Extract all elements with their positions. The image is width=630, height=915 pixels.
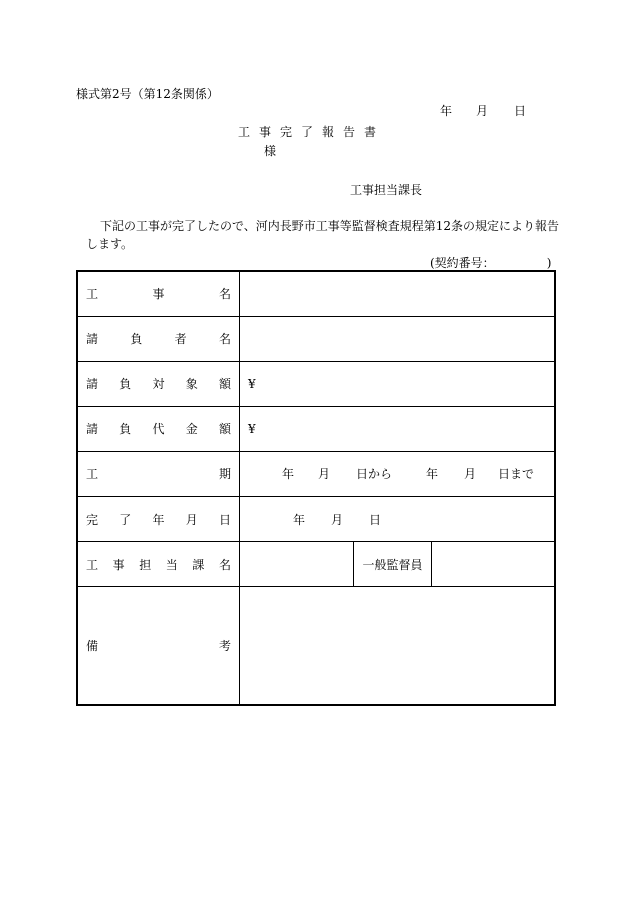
label-char: 課 bbox=[192, 557, 205, 572]
period-end-year: 年 bbox=[426, 467, 439, 482]
label-char: 期 bbox=[218, 467, 231, 482]
label-contract-price bbox=[77, 406, 240, 451]
label-char: 額 bbox=[218, 377, 231, 392]
label-char: 名 bbox=[218, 287, 231, 302]
label-completion-date bbox=[77, 496, 240, 541]
document-title: 工事完了報告書 bbox=[238, 125, 386, 139]
completion-day: 日 bbox=[369, 512, 382, 527]
row-contract-target-amount bbox=[77, 361, 555, 406]
form-number: 様式第2号（第12条関係） bbox=[76, 87, 219, 101]
label-char: 額 bbox=[218, 422, 231, 437]
completion-month: 月 bbox=[331, 512, 344, 527]
field-work-name[interactable] bbox=[240, 271, 556, 316]
field-remarks[interactable] bbox=[240, 587, 556, 705]
label-char: 担 bbox=[139, 557, 152, 572]
label-char: 了 bbox=[119, 512, 132, 527]
label-contract-target-amount bbox=[77, 361, 240, 406]
label-work-name bbox=[77, 271, 240, 316]
label-char: 請 bbox=[86, 377, 99, 392]
date-day: 日 bbox=[514, 104, 527, 118]
completion-year: 年 bbox=[293, 512, 306, 527]
field-completion-date[interactable] bbox=[240, 496, 556, 541]
row-section-name bbox=[77, 542, 555, 587]
label-char: 象 bbox=[185, 377, 198, 392]
label-contractor-name bbox=[77, 316, 240, 361]
label-char: 完 bbox=[86, 512, 99, 527]
row-work-name bbox=[77, 271, 555, 316]
field-contractor-name[interactable] bbox=[240, 316, 556, 361]
label-char: 工 bbox=[86, 557, 99, 572]
label-char: 代 bbox=[152, 422, 165, 437]
date-month: 月 bbox=[476, 104, 489, 118]
row-period bbox=[77, 451, 555, 496]
report-form-table bbox=[76, 270, 556, 706]
field-section-name[interactable] bbox=[240, 542, 354, 586]
label-char: 考 bbox=[218, 639, 231, 654]
section-supervisor-cell bbox=[240, 542, 556, 587]
field-contract-price[interactable] bbox=[240, 406, 556, 451]
contract-number bbox=[430, 254, 551, 271]
report-date bbox=[440, 102, 526, 119]
label-char: 負 bbox=[130, 332, 143, 347]
label-char: 事 bbox=[112, 557, 125, 572]
field-period[interactable] bbox=[240, 451, 556, 496]
addressee-honorific: 様 bbox=[264, 144, 277, 158]
label-char: 名 bbox=[218, 557, 231, 572]
body-text-line-1: 下記の工事が完了したので、河内長野市工事等監督検査規程第12条の規定により報告 bbox=[100, 219, 560, 233]
period-end-month: 月 bbox=[464, 467, 477, 482]
label-remarks bbox=[77, 587, 240, 705]
label-char: 者 bbox=[174, 332, 187, 347]
field-supervisor[interactable] bbox=[432, 542, 554, 586]
label-char: 備 bbox=[86, 639, 99, 654]
period-start-month: 月 bbox=[318, 467, 331, 482]
row-remarks bbox=[77, 587, 555, 705]
label-char: 請 bbox=[86, 332, 99, 347]
label-period bbox=[77, 451, 240, 496]
label-section-name bbox=[77, 542, 240, 587]
label-char: 工 bbox=[86, 467, 99, 482]
label-char: 金 bbox=[185, 422, 198, 437]
contract-number-close: ) bbox=[546, 256, 552, 270]
row-contractor-name bbox=[77, 316, 555, 361]
label-char: 請 bbox=[86, 422, 99, 437]
label-char: 負 bbox=[119, 422, 132, 437]
yen-sign: ¥ bbox=[248, 421, 256, 436]
field-contract-target-amount[interactable] bbox=[240, 361, 556, 406]
body-text-line-2: します。 bbox=[86, 237, 134, 251]
reporter-title: 工事担当課長 bbox=[350, 183, 423, 197]
period-to: 日まで bbox=[498, 467, 535, 482]
label-char: 工 bbox=[86, 287, 99, 302]
row-completion-date bbox=[77, 496, 555, 541]
row-contract-price bbox=[77, 406, 555, 451]
label-char: 対 bbox=[152, 377, 165, 392]
label-char: 負 bbox=[119, 377, 132, 392]
period-start-year: 年 bbox=[282, 467, 295, 482]
yen-sign: ¥ bbox=[248, 376, 256, 391]
label-char: 月 bbox=[185, 512, 198, 527]
label-char: 事 bbox=[152, 287, 165, 302]
label-char: 名 bbox=[218, 332, 231, 347]
supervisor-label: 一般監督員 bbox=[354, 542, 432, 586]
label-char: 日 bbox=[218, 512, 231, 527]
date-year: 年 bbox=[440, 104, 453, 118]
label-char: 年 bbox=[152, 512, 165, 527]
label-char: 当 bbox=[165, 557, 178, 572]
contract-number-label: (契約番号： bbox=[430, 256, 495, 270]
period-from: 日から bbox=[356, 467, 393, 482]
